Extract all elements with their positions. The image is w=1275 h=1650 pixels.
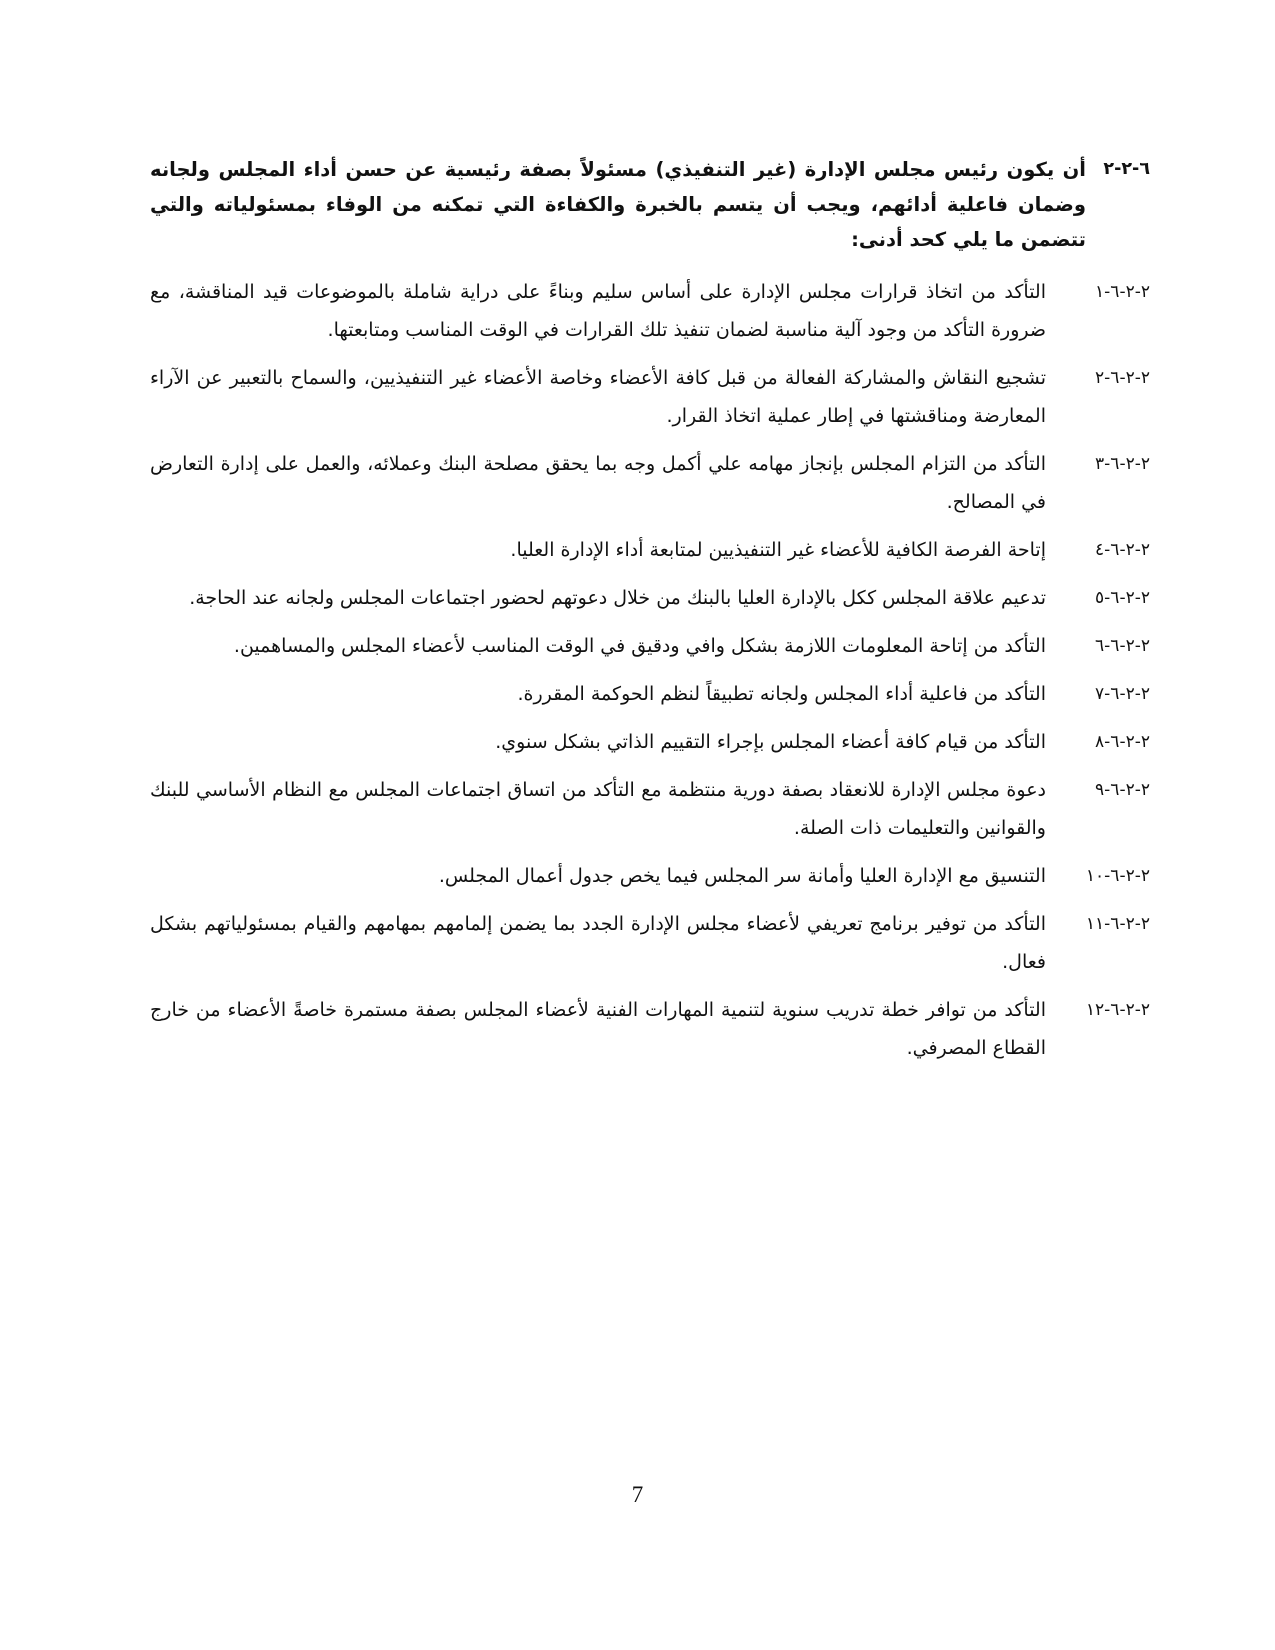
section-heading <box>150 152 1150 257</box>
item-number: ٢-٢-٦-٧ <box>1095 684 1150 704</box>
item-number: ٢-٢-٦-٢ <box>1095 368 1150 388</box>
list-item <box>150 675 1150 713</box>
item-number: ٢-٢-٦-٨ <box>1095 732 1150 752</box>
list-item <box>150 627 1150 665</box>
item-number: ٢-٢-٦-١١ <box>1085 914 1150 934</box>
item-number: ٢-٢-٦-٦ <box>1095 636 1150 656</box>
section-text: أن يكون رئيس مجلس الإدارة (غير التنفيذي) مسئولاً بصفة رئيسية عن حسن أداء المجلس ولجانه وضمان فاعلية أدائهم، ويجب أن يتسم بالخبرة والكفاءة التي تمكنه من الوفاء بمسئولياته والتي تتضمن ما يلي كحد أدنى: <box>150 158 1086 251</box>
list-item <box>150 857 1150 895</box>
item-text: التأكد من توافر خطة تدريب سنوية لتنمية المهارات الفنية لأعضاء المجلس بصفة مستمرة خاصةً الأعضاء من خارج القطاع المصرفي. <box>150 999 1046 1059</box>
list-item <box>150 273 1150 349</box>
item-text: دعوة مجلس الإدارة للانعقاد بصفة دورية منتظمة مع التأكد من اتساق اجتماعات المجلس مع النظام الأساسي للبنك والقوانين والتعليمات ذات الصلة. <box>150 779 1046 839</box>
section-number: ٦-٢-٢ <box>1103 159 1150 179</box>
item-text: التأكد من إتاحة المعلومات اللازمة بشكل وافي ودقيق في الوقت المناسب لأعضاء المجلس والمساهمين. <box>233 635 1046 657</box>
item-number: ٢-٢-٦-٩ <box>1095 780 1150 800</box>
item-text: إتاحة الفرصة الكافية للأعضاء غير التنفيذيين لمتابعة أداء الإدارة العليا. <box>510 539 1046 561</box>
list-item <box>150 531 1150 569</box>
item-text: التأكد من فاعلية أداء المجلس ولجانه تطبيقاً لنظم الحوكمة المقررة. <box>517 683 1046 705</box>
list-item <box>150 771 1150 847</box>
list-item <box>150 579 1150 617</box>
document-content <box>150 152 1150 1077</box>
item-number: ٢-٢-٦-٤ <box>1095 540 1150 560</box>
list-item <box>150 359 1150 435</box>
item-text: التأكد من توفير برنامج تعريفي لأعضاء مجلس الإدارة الجدد بما يضمن إلمامهم بمهامهم والقيام بمسئولياتهم بشكل فعال. <box>150 913 1046 973</box>
item-number: ٢-٢-٦-٥ <box>1095 588 1150 608</box>
item-number: ٢-٢-٦-١ <box>1095 282 1150 302</box>
list-item <box>150 905 1150 981</box>
page-number: 7 <box>631 1482 644 1507</box>
item-text: التأكد من قيام كافة أعضاء المجلس بإجراء التقييم الذاتي بشكل سنوي. <box>495 731 1046 753</box>
list-item <box>150 991 1150 1067</box>
item-number: ٢-٢-٦-١٢ <box>1085 1000 1150 1020</box>
item-text: تشجيع النقاش والمشاركة الفعالة من قبل كافة الأعضاء وخاصة الأعضاء غير التنفيذيين، والسماح بالتعبير عن الآراء المعارضة ومناقشتها في إطار عملية اتخاذ القرار. <box>150 367 1046 427</box>
item-number: ٢-٢-٦-٣ <box>1095 454 1150 474</box>
item-text: تدعيم علاقة المجلس ككل بالإدارة العليا بالبنك من خلال دعوتهم لحضور اجتماعات المجلس ولجانه عند الحاجة. <box>189 587 1046 609</box>
list-item <box>150 723 1150 761</box>
item-text: التأكد من اتخاذ قرارات مجلس الإدارة على أساس سليم وبناءً على دراية شاملة بالموضوعات قيد المناقشة، مع ضرورة التأكد من وجود آلية مناسبة لضمان تنفيذ تلك القرارات في الوقت المناسب ومتابعتها. <box>150 281 1046 341</box>
item-text: التنسيق مع الإدارة العليا وأمانة سر المجلس فيما يخص جدول أعمال المجلس. <box>438 865 1046 887</box>
responsibilities-list <box>150 273 1150 1067</box>
item-text: التأكد من التزام المجلس بإنجاز مهامه علي أكمل وجه بما يحقق مصلحة البنك وعملائه، والعمل على إدارة التعارض في المصالح. <box>150 453 1046 513</box>
item-number: ٢-٢-٦-١٠ <box>1085 866 1150 886</box>
list-item <box>150 445 1150 521</box>
